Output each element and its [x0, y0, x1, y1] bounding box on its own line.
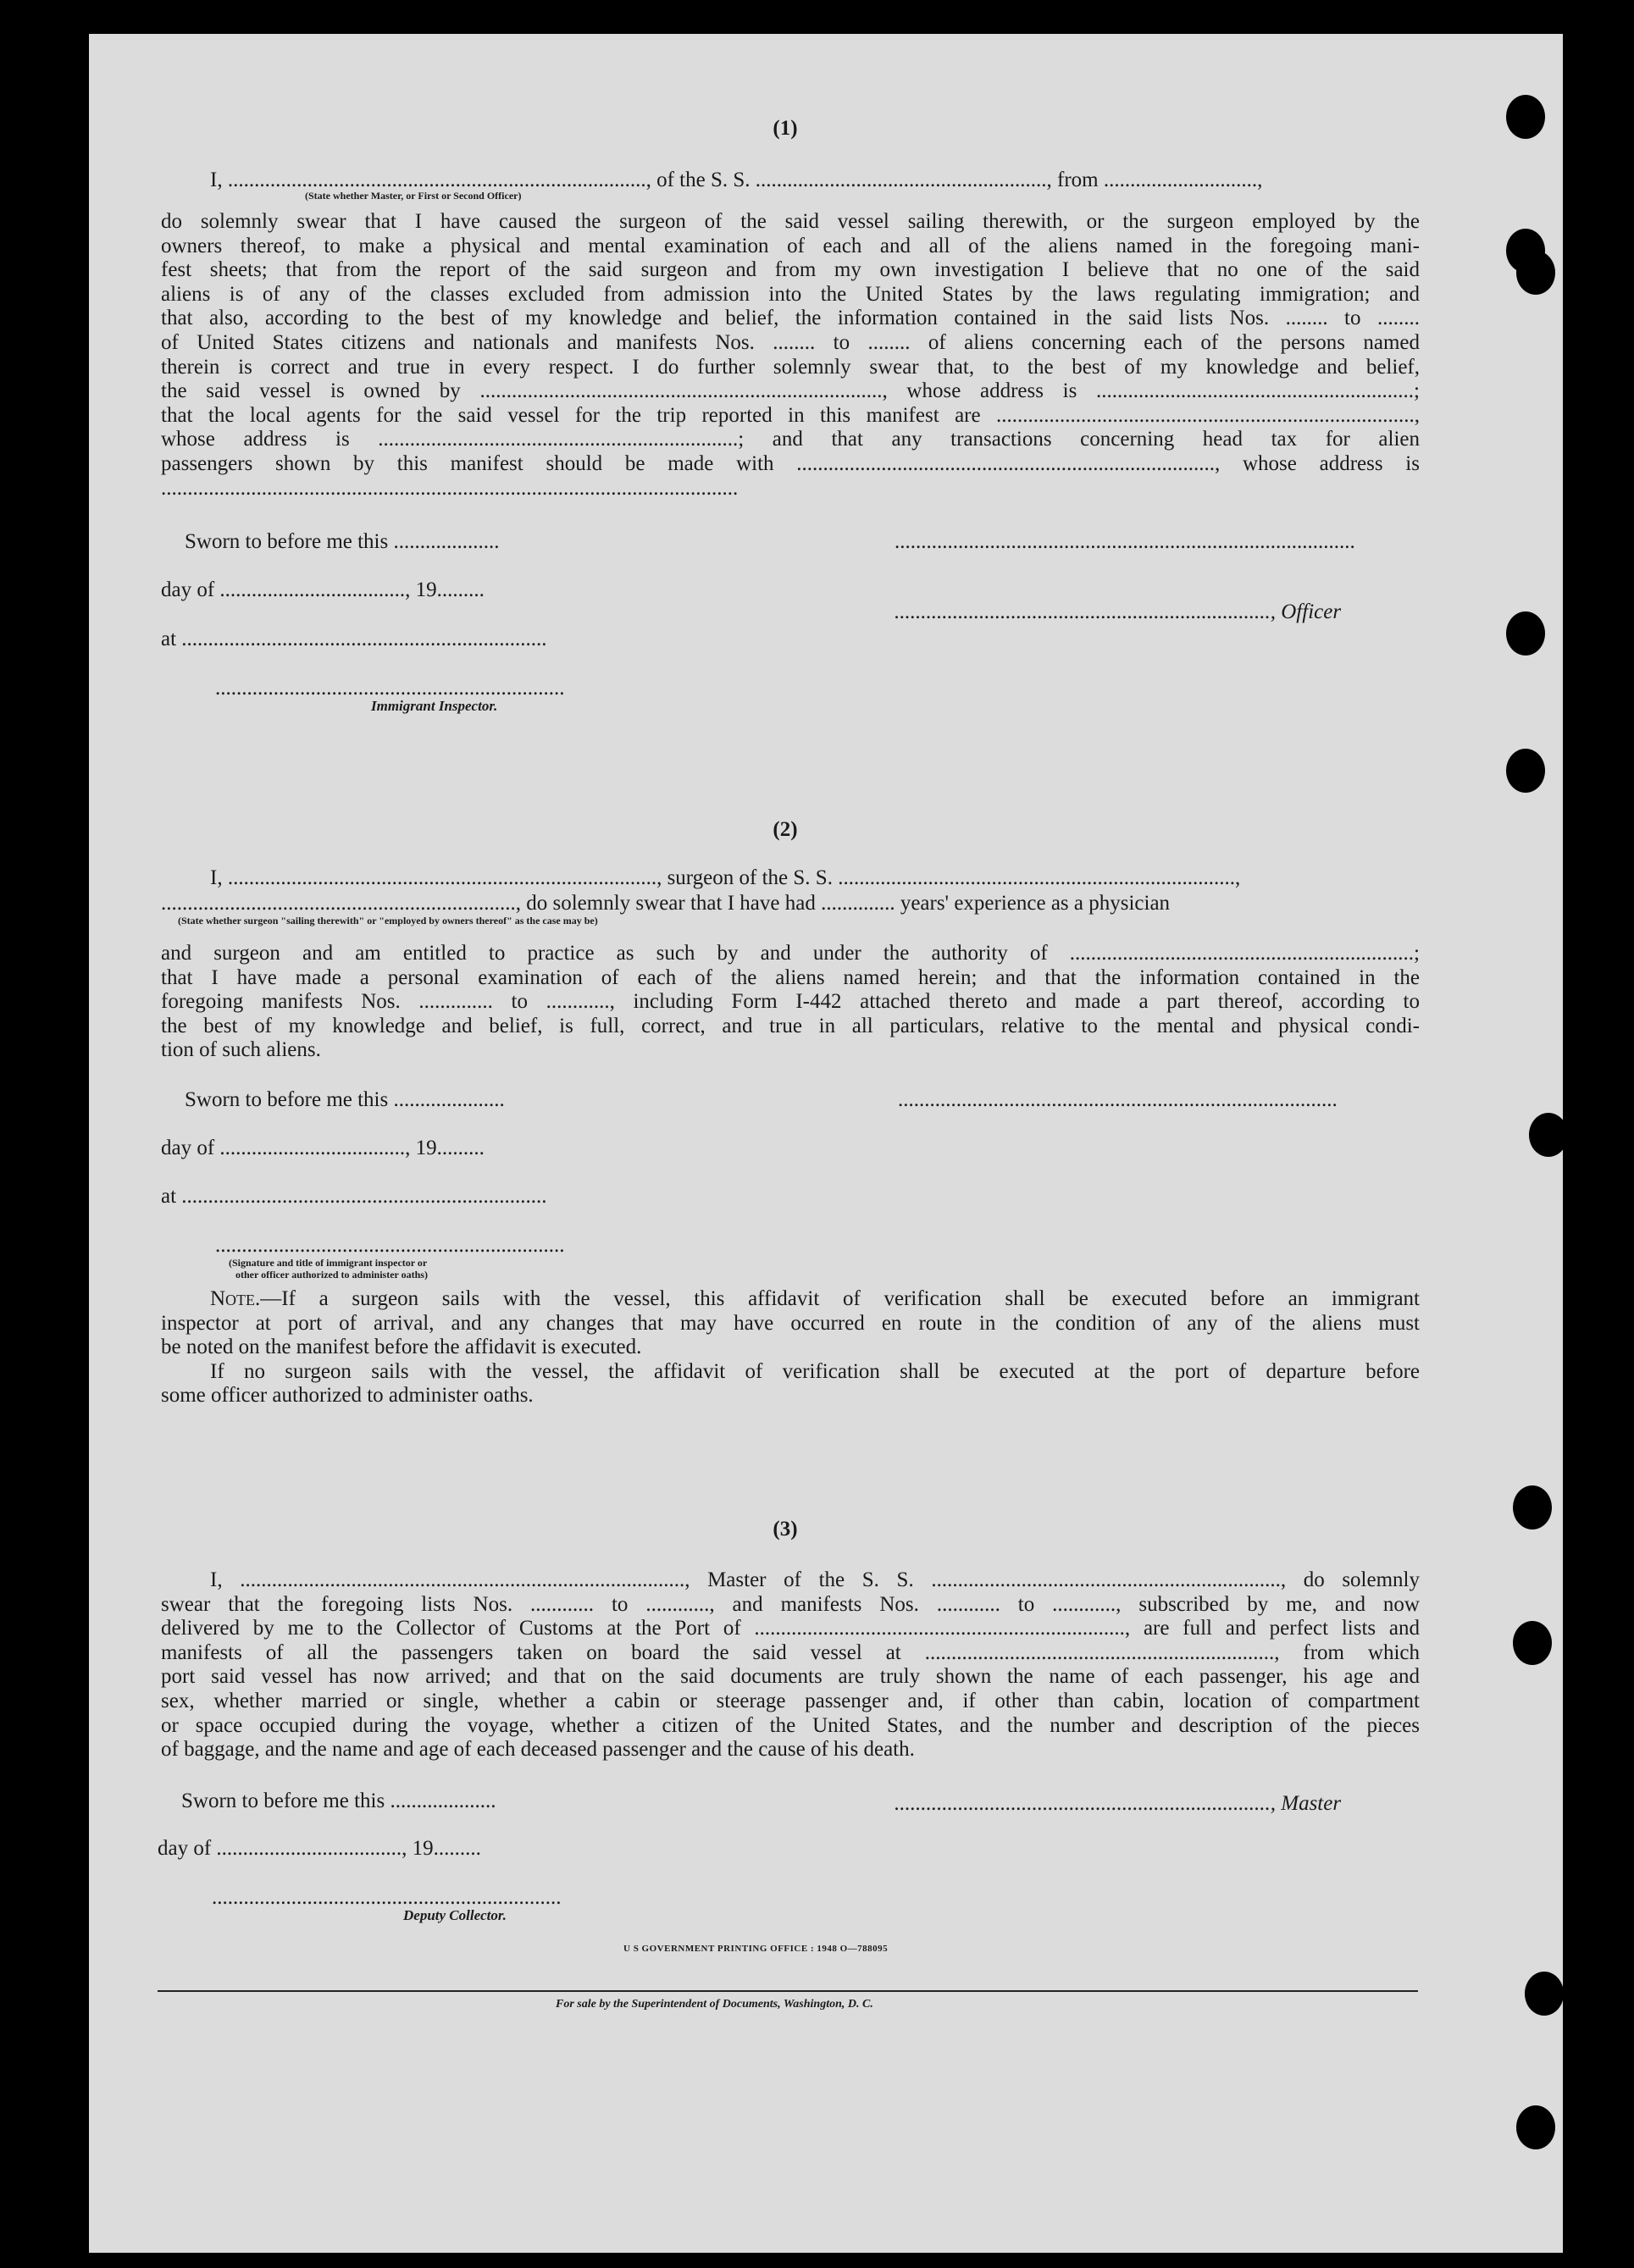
text-line: swear that the foregoing lists Nos. ............ to ............, and manifests Nos. ............ to ............, subscribed by me, and now [161, 1592, 1420, 1616]
printer-imprint: U S GOVERNMENT PRINTING OFFICE : 1948 O—788095 [623, 1944, 889, 1954]
section-1-line1-note: (State whether Master, or First or Second Officer) [305, 190, 522, 202]
text-line: I, ...................................................................................., Master of the S. S. .................................................................., do solemnly [210, 1568, 1420, 1591]
footer-rule [158, 1990, 1418, 1992]
section-2-day: day of ..................................., 19......... [161, 1137, 485, 1159]
section-3-number: (3) [773, 1518, 798, 1541]
section-2-signature-note-2: other officer authorized to administer oaths) [235, 1269, 428, 1281]
section-2-number: (2) [773, 818, 798, 841]
section-3-sworn: Sworn to before me this .................... [181, 1790, 496, 1812]
text-line: the best of my knowledge and belief, is full, correct, and true in all particulars, relative to the mental and physical condi- [161, 1014, 1420, 1037]
note-line: some officer authorized to administer oaths. [161, 1384, 534, 1408]
section-2-line2-note: (State whether surgeon "sailing therewith" or "employed by owners thereof" as the case may be) [178, 915, 598, 927]
section-1-sworn: Sworn to before me this .................... [185, 530, 500, 553]
text-line: of baggage, and the name and age of each deceased passenger and the cause of his death. [161, 1738, 915, 1762]
sale-notice: For sale by the Superintendent of Documents, Washington, D. C. [556, 1998, 873, 2011]
punch-hole-4 [1506, 611, 1545, 656]
text-line: therein is correct and true in every respect. I do further solemnly swear that, to the best of my knowledge and belief, [161, 355, 1420, 379]
text-line: port said vessel has now arrived; and that on the said documents are truly shown the name of each passenger, his age and [161, 1665, 1420, 1689]
text-line: of United States citizens and nationals and manifests Nos. ........ to ........ of aliens concerning each of the persons named [161, 330, 1420, 354]
text-line: owners thereof, to make a physical and mental examination of each and all of the aliens named in the foregoing mani- [161, 234, 1420, 257]
officer-signature-text: ......................................................................., Officer [895, 600, 1342, 623]
text-line: aliens is of any of the classes excluded from admission into the United States by the laws regulating immigration; and [161, 282, 1420, 306]
note-label: Note. [210, 1287, 261, 1310]
section-1-day: day of ..................................., 19......... [161, 578, 485, 601]
punch-hole-3 [1516, 251, 1555, 295]
section-2-at: at ..................................................................... [161, 1185, 547, 1208]
section-1-inspector-label: Immigrant Inspector. [371, 698, 498, 714]
text-line: that the local agents for the said vessel for the trip reported in this manifest are ..............................................................................., [161, 403, 1420, 427]
punch-hole-7 [1513, 1485, 1552, 1530]
punch-hole-5 [1506, 749, 1545, 793]
section-2-note [161, 1287, 1420, 1408]
punch-hole-8 [1513, 1621, 1552, 1665]
section-2-signature-line: .................................................................. [215, 1234, 565, 1257]
section-3-body [161, 1568, 1420, 1762]
text-line: sex, whether married or single, whether a cabin or steerage passenger and, if other than cabin, location of compartment [161, 1689, 1420, 1712]
text-line: tion of such aliens. [161, 1038, 321, 1062]
section-3-collector-label: Deputy Collector. [403, 1907, 507, 1923]
section-2-line2: ..................................................................., do solemnly swear that I have had .............. years' experience as a physician [161, 892, 1171, 915]
note-line: If no surgeon sails with the vessel, the affidavit of verification shall be executed at the port of departure before [210, 1359, 1420, 1383]
section-2-signature-note-1: (Signature and title of immigrant inspector or [229, 1257, 428, 1269]
note-line: inspector at port of arrival, and any changes that may have occurred en route in the condition of any of the aliens must [161, 1311, 1420, 1335]
section-3-master-signature: ......................................................................., Master [895, 1792, 1342, 1815]
punch-hole-6 [1529, 1113, 1568, 1157]
section-1-number: (1) [773, 117, 798, 140]
section-1-inspector-line: .................................................................. [215, 677, 565, 700]
section-1-at: at ..................................................................... [161, 628, 547, 650]
text-line: the said vessel is owned by ............................................................................, whose address is ............................................................; [161, 379, 1420, 403]
section-1-officer-signature [895, 600, 1341, 625]
text-line: whose address is ....................................................................; and that any transactions concerning head tax for alien [161, 428, 1420, 451]
text-line: foregoing manifests Nos. .............. to ............, including Form I-442 attached thereto and made a part thereof, according to [161, 990, 1420, 1014]
text-line: that also, according to the best of my knowledge and belief, the information contained in the said lists Nos. ........ to ........ [161, 307, 1420, 330]
section-3-day: day of ..................................., 19......... [158, 1837, 481, 1860]
text-line: that I have made a personal examination of each of the aliens named herein; and that the information contained in the [161, 965, 1420, 989]
punch-hole-9 [1525, 1972, 1564, 2016]
text-line: passengers shown by this manifest should be made with ..............................................................................., whose address is [161, 451, 1420, 475]
text-line: delivered by me to the Collector of Customs at the Port of ......................................................................, are full and perfect lists and [161, 1617, 1420, 1640]
section-2-body [161, 942, 1420, 1063]
section-2-line1: I, ................................................................................., surgeon of the S. S. ..........................................................................., [210, 866, 1241, 889]
section-2-sworn: Sworn to before me this ..................... [185, 1088, 505, 1111]
note-line [161, 1287, 1420, 1312]
section-1-officer-line: ....................................................................................... [895, 530, 1355, 553]
text-line: ............................................................................................................. [161, 476, 739, 500]
section-2-sworn-right: ................................................................................... [898, 1088, 1338, 1111]
note-line: be noted on the manifest before the affidavit is executed. [161, 1336, 642, 1359]
section-3-collector-line: .................................................................. [212, 1886, 562, 1909]
text-line: do solemnly swear that I have caused the surgeon of the said vessel sailing therewith, or the surgeon employed by the [161, 210, 1420, 233]
text-line: and surgeon and am entitled to practice as such by and under the authority of .................................................................; [161, 942, 1420, 965]
text-line: manifests of all the passengers taken on board the said vessel at .................................................................., from which [161, 1640, 1420, 1664]
text-line: or space occupied during the voyage, whether a citizen of the United States, and the number and description of the pieces [161, 1713, 1420, 1737]
note-text: —If a surgeon sails with the vessel, this affidavit of verification shall be executed before an immigrant [260, 1287, 1420, 1310]
section-1-line1-start: I, ..............................................................................., of the S. S. ......................................................., [210, 169, 1052, 191]
text-line: fest sheets; that from the report of the said surgeon and from my own investigation I believe that no one of the said [161, 258, 1420, 282]
section-1-body [161, 210, 1420, 501]
section-1-line1-from: from ............................., [1057, 169, 1263, 191]
punch-hole-10 [1516, 2105, 1555, 2149]
punch-hole-1 [1506, 95, 1545, 139]
